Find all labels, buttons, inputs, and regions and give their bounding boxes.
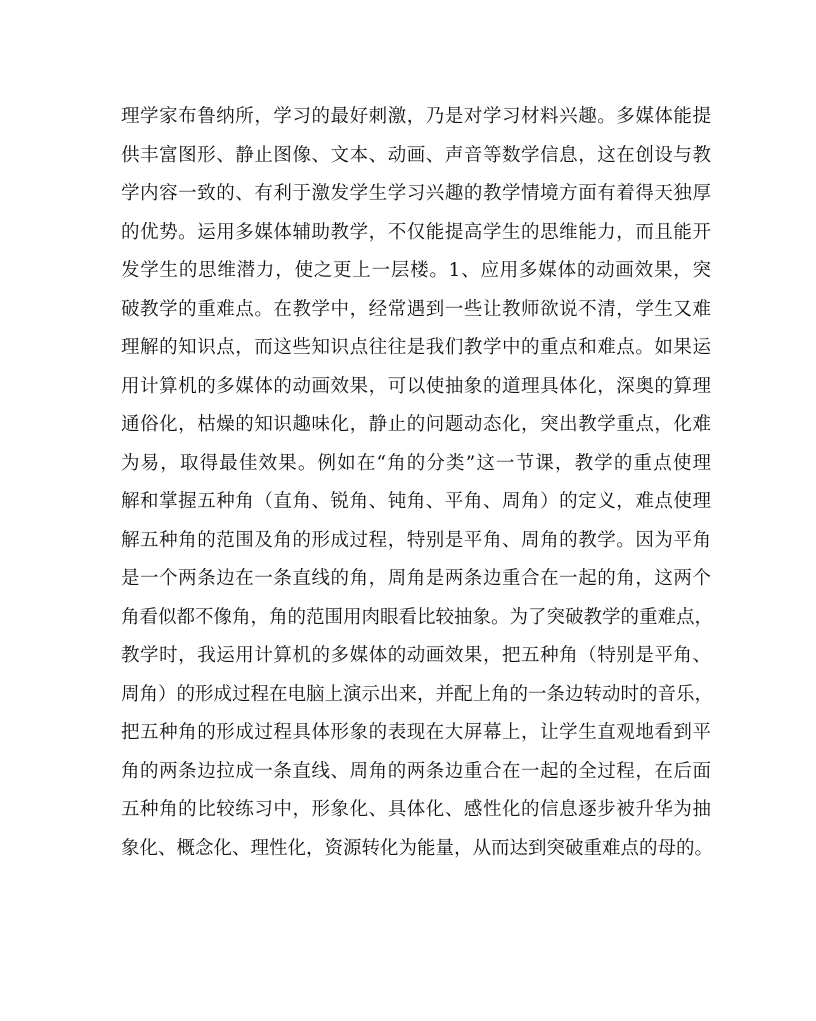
text-line: 五种角的比较练习中，形象化、具体化、感性化的信息逐步被升华为抽	[121, 799, 711, 820]
text-line: 象化、概念化、理性化，资源转化为能量，从而达到突破重难点的母的。	[121, 837, 714, 859]
text-line: 发学生的思维潜力，使之更上一层楼。1、应用多媒体的动画效果，突	[121, 260, 711, 281]
text-line: 角看似都不像角，角的范围用肉眼看比较抽象。为了突破教学的重难点，	[121, 606, 714, 628]
text-line: 供丰富图形、静止图像、文本、动画、声音等数学信息，这在创设与教	[121, 144, 711, 166]
text-line: 学内容一致的、有利于激发学生学习兴趣的教学情境方面有着得天独厚	[121, 183, 711, 204]
text-line: 破教学的重难点。在教学中，经常遇到一些让教师欲说不清，学生又难	[121, 298, 711, 320]
text-line: 解五种角的范围及角的形成过程，特别是平角、周角的教学。因为平角	[121, 529, 711, 551]
text-line: 教学时，我运用计算机的多媒体的动画效果，把五种角（特别是平角、	[121, 645, 711, 666]
text-line: 理学家布鲁纳所，学习的最好刺激，乃是对学习材料兴趣。多媒体能提	[121, 106, 711, 127]
body-paragraph	[121, 98, 714, 868]
text-line: 把五种角的形成过程具体形象的表现在大屏幕上，让学生直观地看到平	[121, 722, 711, 743]
text-line: 周角）的形成过程在电脑上演示出来，并配上角的一条边转动时的音乐，	[121, 683, 714, 705]
text-line: 用计算机的多媒体的动画效果，可以使抽象的道理具体化，深奥的算理	[121, 375, 711, 397]
text-line: 为易，取得最佳效果。例如在“角的分类”这一节课，教学的重点使理	[121, 452, 711, 474]
text-line: 是一个两条边在一条直线的角，周角是两条边重合在一起的角，这两个	[121, 568, 711, 589]
text-line: 角的两条边拉成一条直线、周角的两条边重合在一起的全过程，在后面	[121, 760, 711, 782]
text-line: 通俗化，枯燥的知识趣味化，静止的问题动态化，突出教学重点，化难	[121, 414, 711, 435]
text-line: 的优势。运用多媒体辅助教学，不仅能提高学生的思维能力，而且能开	[121, 221, 711, 243]
text-line: 解和掌握五种角（直角、锐角、钝角、平角、周角）的定义，难点使理	[121, 491, 711, 512]
text-line: 理解的知识点，而这些知识点往往是我们教学中的重点和难点。如果运	[121, 337, 711, 358]
